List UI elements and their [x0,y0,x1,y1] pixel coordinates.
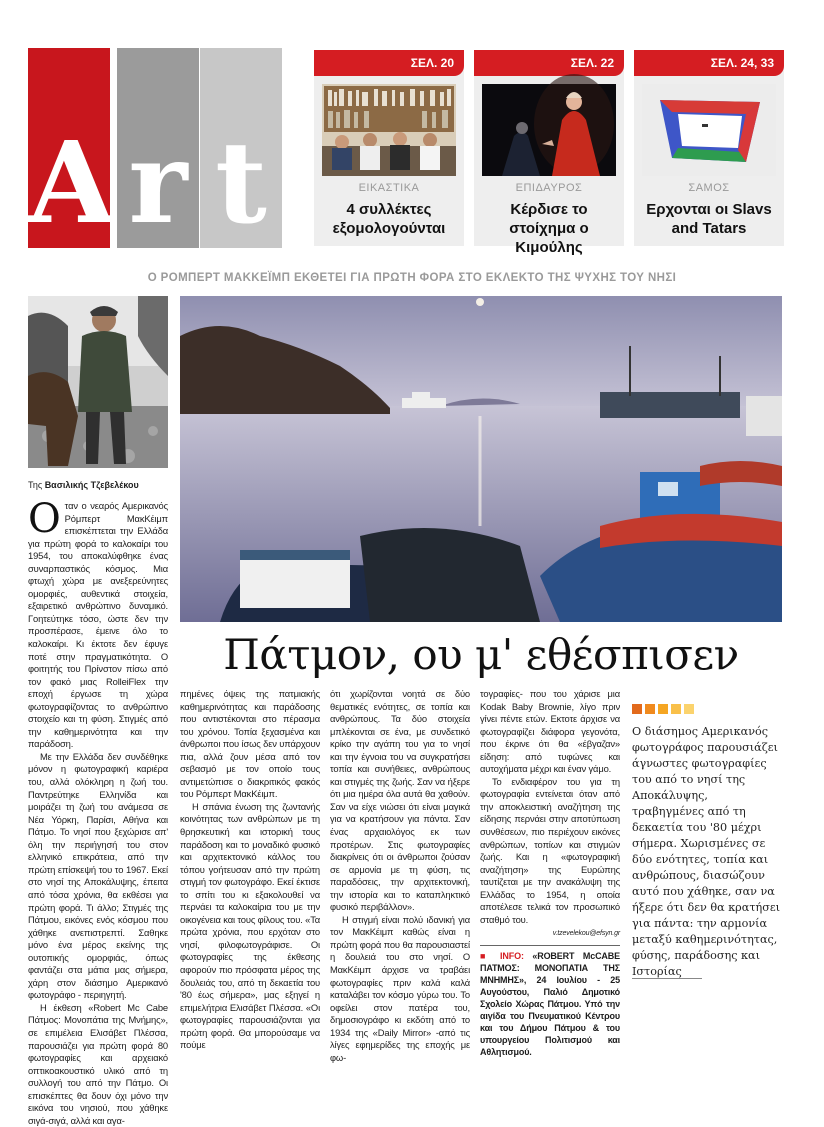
paragraph: Η έκθεση «Robert Mc Cabe Πάτμος: Μονοπάτια της Μνήμης», σε επιμέλεια Ελισάβετ Πλέσσα, παρουσιάζει για πρώτη φορά 80 φωτογραφίες και αρχειακό οπτικοακουστικό υλικό από τη συλλογή του από την Πάτμο. Οι επισκέπτες θα δουν όχι μόνο την εικόνα του νησιού, που χάθηκε σιγά-σιγά, αλλά και αγα- [28,1001,168,1126]
paragraph: Η στιγμή είναι πολύ ιδανική για τον ΜακΚέιμπ καθώς είναι η πρώτη φορά που θα παρουσιαστεί η δουλειά του στο νησί. Ο ΜακΚέιμπ άρχισε να τραβάει φωτογραφίες πριν καλά καλά καταλάβει τον κόσμο γύρω του. Το οφείλει στον πατέρα του, δημοσιογράφο κι εκδότη από το 1934 της «Daily Mirror» -από τις λίγες εφημερίδες της εποχής με φω- [330,913,470,1063]
info-text: «ROBERT McCABE ΠΑΤΜΟΣ: ΜΟΝΟΠΑΤΙΑ ΤΗΣ ΜΝΗΜΗΣ», 24 Ιουλίου - 25 Αυγούστου, Παλιό Δημοτικό Σχολείο Χώρας Πάτμου. Υπό την αιγίδα του Πνευματικού Κέντρου και του Δήμου Πάτμου & του υπουργείου Πολιτισμού και Αθλητισμού. [480,950,620,1057]
pullquote: Ο διάσημος Αμερικανός φωτογράφος παρουσιάζει άγνωστες φωτογραφίες του από το νησί της Αποκάλυψης, τραβηγμένες από τη δεκαετία του '80 μέχρι σήμερα. Χωρισμένες σε δύο ενότητες, τοπία και ανθρώπους, διασώζουν αυτό που χάθηκε, σαν να ήξερε ότι δεν θα κρατήσει για πάντα: την αρμονία μεταξύ καθημερινότητας, φύσης, παράδοσης και Ιστορίας [632,725,781,978]
paragraph: ότι χωρίζονται νοητά σε δύο θεματικές ενότητες, σε τοπία και ανθρώπους. Τα δύο στοιχεία μπλέκονται σε ένα, με συνδετικό κρίκο την αγάπη του για το νησί και την έγνοια του να συγκρατήσει τοπία και συνήθειες, ανθρώπους και στιγμές της ζωής. Σαν να ήξερε ότι μια ημέρα όλα αυτά θα χαθούν. Σαν να είχε νιώσει ότι είναι μαγικά για να κρατήσουν για πάντα. Σαν ένας αρχαιολόγος εκ των προτέρων. Στις φωτογραφίες διακρίνεις ότι οι άνθρωποι ζούσαν σε αρμονία με τη φύση, τις παραδόσεις, την αρχιτεκτονική, την ιστορία και το καταπληκτικό φυσικό περιβάλλον». [330,688,470,913]
square-decoration [632,704,642,714]
teaser-page: ΣΕΛ. 20 [314,50,464,76]
paragraph: τογραφίες- που του χάρισε μια Kodak Baby Brownie, λίγο πριν γίνει πέντε ετών. Εκτοτε άρχισε να φωτογραφίζει διάφορα γεγονότα, που έκρινε ότι θα «έβγαζαν» είδηση: από τυφώνες και αυτοχήματα μέχρι και έναν γάμο. [480,688,620,775]
dropcap: Ο [28,496,61,542]
info-box [480,950,620,1058]
teaser-title: Κέρδισε το στοίχημα ο Κιμούλης [509,201,589,256]
art-block-t [200,48,282,248]
teaser-kicker: ΕΙΚΑΣΤΙΚΑ [358,182,420,194]
teaser-photo-theatre [482,84,616,176]
paragraph: ταν ο νεαρός Αμερικανός Ρόμπερτ ΜακΚέιμπ επισκέπτεται την Ελλάδα για πρώτη φορά το καλοκαίρι του 1954, του αποκαλύφθηκε ένας συναρπαστικός κόσμος. Μια φτωχή χώρα με ανεξερεύνητες ομορφιές, αυθεντικά στοιχεία, εξαιρετικό ανθρώπινο δυναμικό. Γοητεύτηκε τόσο, ώστε δεν την προσπέρασε, έμεινε όλο το καλοκαίρι. Κι έκτοτε δεν έφυγε ποτέ στην πραγματικότητα. Ο φοιτητής του Πρίνστον πίσω από τον φακό μιας RolleiFlex την εποχή έργωσε τη χώρα φωτογραφίζοντας το ανθρώπινο στοιχείο και τη φύση. Στιγμές από την καθημερινότητα και την παράδοση. [28,500,168,750]
square-decoration [671,704,681,714]
teaser-eikastika[interactable] [314,50,464,246]
teaser-photo-collectors [322,84,456,176]
info-divider [480,945,620,946]
article-column-3 [330,688,470,1064]
teaser-page: ΣΕΛ. 24, 33 [634,50,784,76]
photo-man-with-donkey [28,296,168,468]
pullquote-squares [632,704,694,714]
article-headline: Πάτμον, ου μ' εθέσπισεν [223,630,739,679]
article-column-1 [28,496,168,1127]
article-byline [28,480,139,490]
teaser-epidavros[interactable] [474,50,624,256]
teaser-title: Ερχονται οι Slavs and Tatars [646,201,772,237]
masthead-letter-a: A [28,118,115,249]
teaser-title: 4 συλλέκτες εξομολογούνται [332,201,446,237]
art-block-r [117,48,199,248]
article-supertitle: Ο ΡΟΜΠΕΡΤ ΜΑΚΚΕΪΜΠ ΕΚΘΕΤΕΙ ΓΙΑ ΠΡΩΤΗ ΦΟΡΑ ΣΤΟ ΕΚΛΕΚΤΟ ΤΗΣ ΨΥΧΗΣ ΤΟΥ ΝΗΣΙ [147,272,677,284]
teaser-samos[interactable] [634,50,784,246]
square-decoration [645,704,655,714]
teaser-kicker: ΣΑΜΟΣ [688,182,730,194]
paragraph: Με την Ελλάδα δεν συνδέθηκε μόνον η φωτογραφική καριέρα του, αλλά ολόκληρη η ζωή του. Παντρεύτηκε Ελληνίδα και μοιράζει τη ζωή του ανάμεσα σε Νέα Υόρκη, Παρίσι, Αθήνα και Πάτμο. Το νησί που ξεχώρισε απ' όλη την περιήγησή του στον ελληνικό επικράτεια, από την πρώτη επίσκεψή του το 1967. Εκεί στο νησί της Αποκάλυψης, έπειτα από τόσα χρόνια, θα εκθέσει για πρώτη φορά. Τι άλλο; Στιγμές της Πάτμου, εικόνες ενός κόσμου που χάθηκε ανεπιστρεπτί. Σαθηκε μόνο ένα μέρος εκείνης της ουτοπικής ομορφιάς, όπως φαντάζει στα μάτια μας σήμερα, χάρη στον διάσημο Αμερικανό φωτογράφο - περιηγητή. [28,750,168,1001]
masthead-letter-r: r [128,118,188,249]
paragraph: Η σπάνια ένωση της ζωντανής κοινότητας των ανθρώπων με τη θρησκευτική και ιστορική τους παράδοση και το μοναδικό φυσικό και αρχιτεκτονικό κάλλος του τόπου γοήτευσαν από την πρώτη στιγμή τον φωτογράφο. Εκεί έκτισε το σπίτι του κι εξακολουθεί να περνάει τα καλοκαίρια του με την οικογένεια και τους φίλους του. «Τα πρώτα χρόνια, που ερχόταν στο νησί, φιλοφωτογράφισε. Οι φωτογραφίες της έκθεσης αφορούν πιο πρόσφατα μέρος της δουλειάς του, από τη δεκαετία του '80 έως σήμερα», μας εξηγεί η επιμελήτρια Ελισάβετ Πλέσσα. «Οι φωτογραφίες παρουσιάζονται για πρώτη φορά. Θα μπορούσαμε να πούμε [180,800,321,1051]
info-label: ■ INFO: [480,950,524,961]
teaser-page: ΣΕΛ. 22 [474,50,624,76]
author-email[interactable]: v.tzevelekou@efsyn.gr [552,930,620,938]
paragraph: Το ενδιαφέρον του για τη φωτογραφία εντείνεται όταν από την αποκλειστική αναζήτηση της είδησης περνάει στην αποτύπωση συνθέσεων, πιο περιέχουν εικόνες ανθρώπων, τοπίων και στιγμών ζωής. Και η «φωτογραφική αναζήτηση» της Ευρώπης ταυτίζεται με την ανακάλυψη της Ελλάδας το 1954, η οποία αποτέλεσε τελικά τον προσωπικό σταθμό του. [480,775,620,925]
paragraph: πημένες όψεις της πατμιακής καθημερινότητας και παράδοσης που αντιστέκονται στο πέρασμα του χρόνου. Τοπία ξεχασμένα και άνθρωποι που ίσως δεν υπάρχουν πια, αλλά ζουν μέσα από τον σεβασμό με τον οποίο τους αντιμετώπισε ο διακριτικός φακός του Ρόμπερτ ΜακΚέιμπ. [180,688,320,800]
article-column-4 [480,688,620,1058]
article-column-2 [180,688,320,1052]
art-block-a [28,48,115,249]
teaser-photo-artwork [642,84,776,176]
byline-author: Βασιλικής Τζεβελέκου [44,480,139,490]
byline-prefix: Της [28,480,45,490]
masthead-letter-t: t [215,118,267,249]
square-decoration [658,704,668,714]
pullquote-rule [632,978,702,979]
photo-patmos-harbor [180,296,782,622]
teaser-kicker: ΕΠΙΔΑΥΡΟΣ [515,182,583,194]
square-decoration [684,704,694,714]
